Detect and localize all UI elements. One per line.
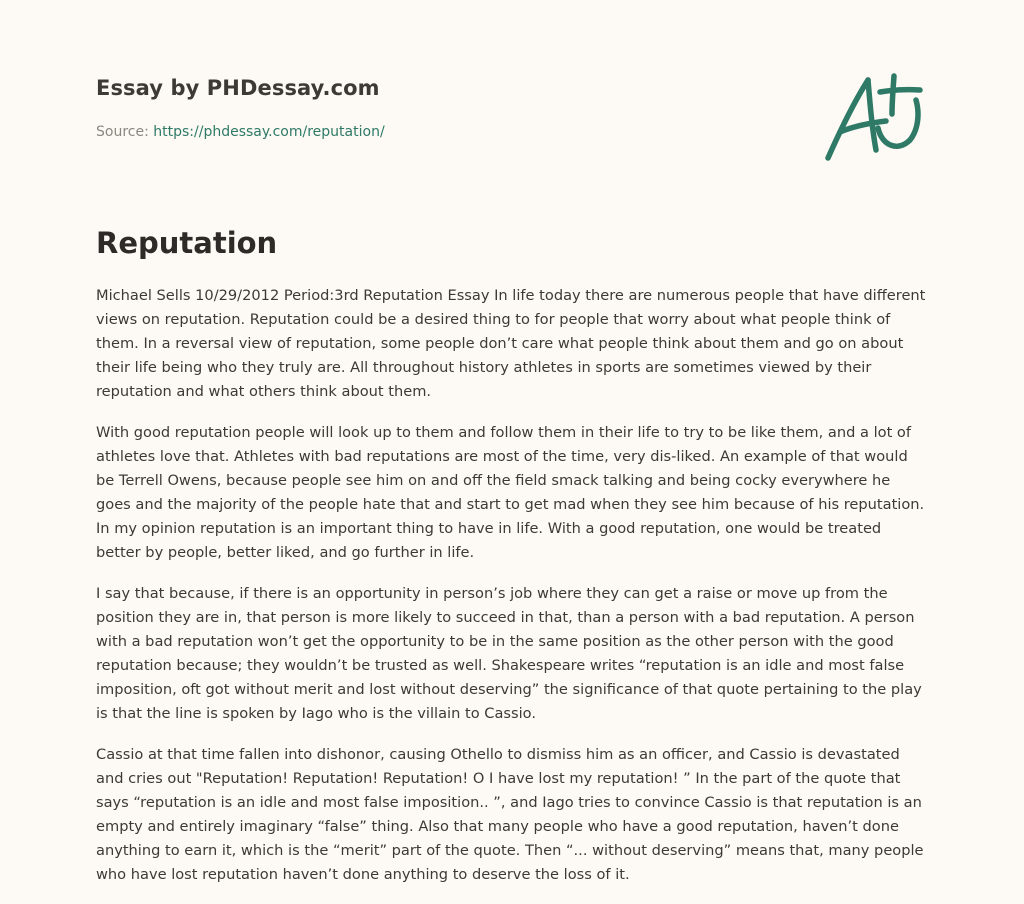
essay-paragraph: I say that because, if there is an opportunity in person’s job where they can get a raise or move up from the position they are in, that person is more likely to succeed in that, than a person with a bad reputation. A person with a bad reputation won’t get the opportunity to be in the same position as the other person with the good reputation because; they wouldn’t be trusted as well. Shakespeare writes “reputation is an idle and most false imposition, oft got without merit and lost without deserving” the significance of that quote pertaining to the play is that the line is spoken by Iago who is the villain to Cassio.	[96, 585, 922, 722]
source-link[interactable]: https://phdessay.com/reputation/	[153, 124, 385, 140]
essay-body	[96, 284, 926, 904]
essay-paragraph: Cassio at that time fallen into dishonor, causing Othello to dismiss him as an officer, and Cassio is devastated and cries out "Reputation! Reputation! Reputation! O I have lost my reputation! ” In the part of the quote that says “reputation is an idle and most false imposition.. ”, and Iago tries to convince Cassio is that reputation is an empty and entirely imaginary “false” thing. Also that many people who have a good reputation, haven’t done anything to earn it, which is the “merit” part of the quote. Then “... without deserving” means that, many people who have lost reputation haven’t done anything to deserve the loss of it.	[96, 746, 924, 883]
site-title: Essay by PHDessay.com	[96, 76, 380, 100]
essay-title: Reputation	[96, 226, 278, 260]
source-label: Source:	[96, 124, 149, 140]
a-plus-grade-icon	[820, 66, 930, 166]
source-line	[96, 124, 385, 140]
essay-paragraph: Michael Sells 10/29/2012 Period:3rd Reputation Essay In life today there are numerous people that have different views on reputation. Reputation could be a desired thing to for people that worry about what people think of them. In a reversal view of reputation, some people don’t care what people think about them and go on about their life being who they truly are. All throughout history athletes in sports are sometimes viewed by their reputation and what others think about them.	[96, 287, 926, 400]
essay-paragraph: With good reputation people will look up to them and follow them in their life to try to be like them, and a lot of athletes love that. Athletes with bad reputations are most of the time, very dis-liked. An example of that would be Terrell Owens, because people see him on and off the field smack talking and being cocky everywhere he goes and the majority of the people hate that and start to get mad when they see him because of his reputation. In my opinion reputation is an important thing to have in life. With a good reputation, one would be treated better by people, better liked, and go further in life.	[96, 424, 925, 561]
